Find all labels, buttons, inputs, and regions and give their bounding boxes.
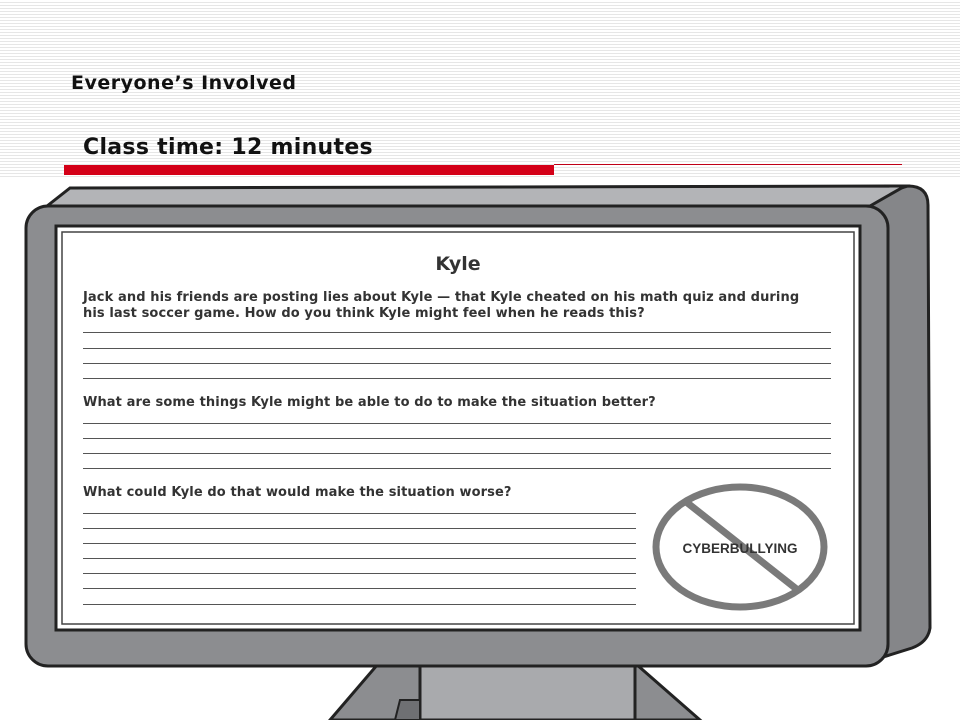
- class-time-heading: Class time: 12 minutes: [83, 135, 373, 160]
- section-title: Everyone’s Involved: [71, 72, 297, 94]
- answer-line[interactable]: [83, 332, 831, 333]
- answer-line[interactable]: [83, 558, 636, 559]
- answer-line[interactable]: [83, 543, 636, 544]
- worksheet: [64, 233, 852, 622]
- answer-line[interactable]: [83, 513, 636, 514]
- answer-line[interactable]: [83, 438, 831, 439]
- worksheet-title: Kyle: [435, 253, 481, 275]
- answer-line[interactable]: [83, 528, 636, 529]
- answer-line[interactable]: [83, 588, 636, 589]
- question-1: Jack and his friends are posting lies about Kyle — that Kyle cheated on his math quiz and during his last soccer game. How do you think Kyle might feel when he reads this?: [83, 290, 800, 321]
- answer-line[interactable]: [83, 573, 636, 574]
- question-3: What could Kyle do that would make the situation worse?: [83, 485, 512, 500]
- answer-line[interactable]: [83, 348, 831, 349]
- answer-line[interactable]: [83, 468, 831, 469]
- answer-line[interactable]: [83, 604, 636, 605]
- no-sign-label: CYBERBULLYING: [682, 541, 798, 556]
- answer-line[interactable]: [83, 363, 831, 364]
- answer-line[interactable]: [83, 423, 831, 424]
- prohibition-sign-icon: [649, 481, 831, 613]
- question-2: What are some things Kyle might be able to do to make the situation better?: [83, 395, 656, 410]
- answer-line[interactable]: [83, 378, 831, 379]
- answer-line[interactable]: [83, 453, 831, 454]
